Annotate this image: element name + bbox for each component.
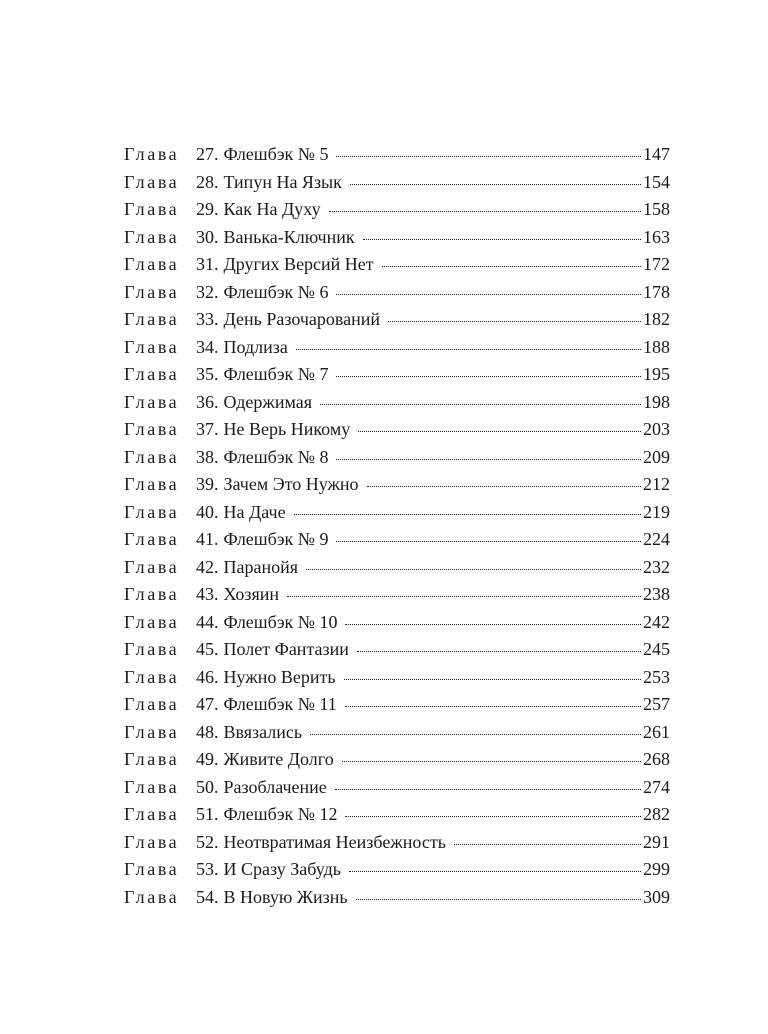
dot-leader	[349, 871, 641, 872]
chapter-title: Флешбэк № 6	[223, 281, 329, 302]
toc-entry-38[interactable]	[124, 444, 670, 472]
chapter-title: Флешбэк № 10	[223, 611, 338, 632]
chapter-word: Глава	[124, 391, 180, 412]
chapter-number-dot: .	[214, 226, 219, 247]
chapter-number-dot: .	[214, 804, 219, 824]
chapter-number: 36	[196, 391, 214, 412]
chapter-number: 30	[196, 226, 214, 247]
chapter-number: 37	[196, 419, 214, 439]
dot-leader	[350, 184, 641, 185]
chapter-title: Других Версий Нет	[223, 254, 374, 274]
chapter-word: Глава	[124, 144, 180, 164]
chapter-title: Разоблачение	[223, 776, 327, 797]
toc-entry-47[interactable]	[124, 691, 670, 719]
chapter-number: 32	[196, 281, 214, 302]
chapter-number-dot: .	[214, 694, 219, 714]
dot-leader	[336, 156, 641, 157]
chapter-word: Глава	[124, 804, 180, 824]
chapter-title: Хозяин	[223, 584, 280, 604]
dot-leader	[329, 211, 641, 212]
chapter-word: Глава	[124, 501, 180, 522]
chapter-title: На Даче	[223, 501, 286, 522]
toc-entry-53[interactable]	[124, 856, 670, 884]
chapter-word: Глава	[124, 639, 180, 659]
chapter-title: Ванька-Ключник	[223, 226, 355, 247]
toc-entry-44[interactable]	[124, 609, 670, 637]
dot-leader	[345, 706, 641, 707]
dot-leader	[382, 266, 641, 267]
toc-entry-54[interactable]	[124, 884, 670, 912]
chapter-number: 50	[196, 776, 214, 797]
chapter-title: Флешбэк № 11	[223, 694, 337, 714]
dot-leader	[358, 431, 641, 432]
toc-entry-52[interactable]	[124, 829, 670, 857]
chapter-word: Глава	[124, 666, 180, 687]
chapter-number-dot: .	[214, 886, 219, 907]
chapter-number-dot: .	[214, 336, 219, 357]
chapter-number-dot: .	[214, 144, 219, 164]
chapter-word: Глава	[124, 776, 180, 797]
chapter-number-dot: .	[214, 391, 219, 412]
chapter-word: Глава	[124, 336, 180, 357]
chapter-number: 45	[196, 639, 214, 659]
chapter-number: 53	[196, 859, 214, 879]
chapter-number-dot: .	[214, 859, 219, 879]
toc-entry-39[interactable]	[124, 471, 670, 499]
chapter-number: 49	[196, 749, 214, 769]
page-number: 238	[643, 584, 670, 604]
chapter-word: Глава	[124, 474, 180, 494]
chapter-title: Типун На Язык	[223, 171, 342, 192]
chapter-word: Глава	[124, 611, 180, 632]
chapter-number: 48	[196, 721, 214, 742]
chapter-number: 52	[196, 831, 214, 852]
chapter-number-dot: .	[214, 254, 219, 274]
toc-entry-27[interactable]	[124, 141, 670, 169]
page-number: 195	[643, 364, 670, 384]
dot-leader	[363, 239, 641, 240]
chapter-number: 35	[196, 364, 214, 384]
dot-leader	[310, 734, 641, 735]
toc-entry-49[interactable]	[124, 746, 670, 774]
page-number: 182	[643, 309, 670, 329]
chapter-word: Глава	[124, 831, 180, 852]
chapter-word: Глава	[124, 364, 180, 384]
page-number: 257	[643, 694, 670, 714]
chapter-number-dot: .	[214, 749, 219, 769]
chapter-number: 31	[196, 254, 214, 274]
toc-entry-42[interactable]	[124, 554, 670, 582]
toc-entry-36[interactable]	[124, 389, 670, 417]
chapter-number: 39	[196, 474, 214, 494]
toc-entry-51[interactable]	[124, 801, 670, 829]
chapter-number-dot: .	[214, 556, 219, 577]
dot-leader	[336, 541, 641, 542]
dot-leader	[287, 596, 641, 597]
chapter-word: Глава	[124, 254, 180, 274]
chapter-title: Одержимая	[223, 391, 313, 412]
chapter-title: В Новую Жизнь	[223, 886, 348, 907]
chapter-word: Глава	[124, 171, 180, 192]
dot-leader	[356, 899, 641, 900]
page-number: 147	[643, 144, 670, 164]
chapter-number: 51	[196, 804, 214, 824]
chapter-number: 41	[196, 529, 214, 549]
chapter-title: Неотвратимая Неизбежность	[223, 831, 446, 852]
chapter-number: 47	[196, 694, 214, 714]
page-number: 299	[643, 859, 670, 879]
toc-entry-31[interactable]	[124, 251, 670, 279]
chapter-number-dot: .	[214, 831, 219, 852]
chapter-title: Полет Фантазии	[223, 639, 349, 659]
dot-leader	[388, 321, 641, 322]
toc-entry-37[interactable]	[124, 416, 670, 444]
chapter-title: День Разочарований	[223, 309, 381, 329]
dot-leader	[454, 844, 641, 845]
page-number: 253	[643, 666, 670, 687]
toc-entry-28[interactable]	[124, 169, 670, 197]
chapter-word: Глава	[124, 281, 180, 302]
dot-leader	[306, 569, 641, 570]
chapter-title: Живите Долго	[223, 749, 334, 769]
toc-entry-29[interactable]	[124, 196, 670, 224]
chapter-title: Подлиза	[223, 336, 288, 357]
chapter-title: Флешбэк № 12	[223, 804, 338, 824]
dot-leader	[336, 294, 641, 295]
chapter-title: И Сразу Забудь	[223, 859, 341, 879]
chapter-word: Глава	[124, 446, 180, 467]
toc-entry-46[interactable]	[124, 664, 670, 692]
toc-entry-34[interactable]	[124, 334, 670, 362]
chapter-number: 46	[196, 666, 214, 687]
toc-entry-30[interactable]	[124, 224, 670, 252]
chapter-title: Ввязались	[223, 721, 303, 742]
chapter-word: Глава	[124, 721, 180, 742]
chapter-word: Глава	[124, 419, 180, 439]
page-number: 198	[643, 391, 670, 412]
chapter-word: Глава	[124, 886, 180, 907]
chapter-word: Глава	[124, 226, 180, 247]
chapter-title: Нужно Верить	[223, 666, 336, 687]
page-number: 282	[643, 804, 670, 824]
chapter-number: 43	[196, 584, 214, 604]
chapter-word: Глава	[124, 556, 180, 577]
dot-leader	[294, 514, 641, 515]
chapter-number-dot: .	[214, 171, 219, 192]
chapter-title: Как На Духу	[223, 199, 321, 219]
chapter-word: Глава	[124, 309, 180, 329]
page-number: 268	[643, 749, 670, 769]
chapter-number-dot: .	[214, 529, 219, 549]
chapter-number-dot: .	[214, 666, 219, 687]
chapter-number-dot: .	[214, 474, 219, 494]
dot-leader	[357, 651, 641, 652]
toc-entry-40[interactable]	[124, 499, 670, 527]
chapter-number: 29	[196, 199, 214, 219]
chapter-number: 40	[196, 501, 214, 522]
chapter-number: 28	[196, 171, 214, 192]
toc-entry-48[interactable]	[124, 719, 670, 747]
page-number: 224	[643, 529, 670, 549]
page-number: 209	[643, 446, 670, 467]
dot-leader	[336, 459, 641, 460]
chapter-number-dot: .	[214, 584, 219, 604]
chapter-word: Глава	[124, 859, 180, 879]
chapter-number-dot: .	[214, 776, 219, 797]
dot-leader	[296, 349, 641, 350]
chapter-word: Глава	[124, 749, 180, 769]
page-number: 163	[643, 226, 670, 247]
dot-leader	[335, 789, 641, 790]
toc-entry-32[interactable]	[124, 279, 670, 307]
chapter-title: Флешбэк № 9	[223, 529, 329, 549]
chapter-number-dot: .	[214, 639, 219, 659]
page-number: 261	[643, 721, 670, 742]
page-number: 309	[643, 886, 670, 907]
chapter-title: Паранойя	[223, 556, 299, 577]
page-number: 203	[643, 419, 670, 439]
dot-leader	[345, 816, 641, 817]
toc-entry-41[interactable]	[124, 526, 670, 554]
page-number: 245	[643, 639, 670, 659]
chapter-number-dot: .	[214, 419, 219, 439]
chapter-number-dot: .	[214, 309, 219, 329]
chapter-number: 27	[196, 144, 214, 164]
chapter-number-dot: .	[214, 446, 219, 467]
page-number: 242	[643, 611, 670, 632]
chapter-number: 38	[196, 446, 214, 467]
chapter-number: 34	[196, 336, 214, 357]
dot-leader	[344, 679, 641, 680]
toc-entry-33[interactable]	[124, 306, 670, 334]
chapter-word: Глава	[124, 584, 180, 604]
page-number: 274	[643, 776, 670, 797]
chapter-number-dot: .	[214, 281, 219, 302]
chapter-title: Флешбэк № 5	[223, 144, 329, 164]
page-number: 188	[643, 336, 670, 357]
page-number: 212	[643, 474, 670, 494]
page-number: 158	[643, 199, 670, 219]
dot-leader	[336, 376, 641, 377]
chapter-number-dot: .	[214, 199, 219, 219]
page-number: 172	[643, 254, 670, 274]
toc-entry-35[interactable]	[124, 361, 670, 389]
dot-leader	[342, 761, 641, 762]
dot-leader	[367, 486, 641, 487]
chapter-number: 54	[196, 886, 214, 907]
dot-leader	[320, 404, 641, 405]
chapter-number-dot: .	[214, 721, 219, 742]
chapter-title: Зачем Это Нужно	[223, 474, 359, 494]
chapter-number-dot: .	[214, 611, 219, 632]
chapter-number-dot: .	[214, 364, 219, 384]
chapter-title: Не Верь Никому	[223, 419, 351, 439]
dot-leader	[345, 624, 641, 625]
page-number: 291	[643, 831, 670, 852]
chapter-word: Глава	[124, 529, 180, 549]
page-number: 154	[643, 171, 670, 192]
chapter-title: Флешбэк № 8	[223, 446, 329, 467]
page-number: 232	[643, 556, 670, 577]
toc-entry-50[interactable]	[124, 774, 670, 802]
page-number: 178	[643, 281, 670, 302]
chapter-number: 44	[196, 611, 214, 632]
page-number: 219	[643, 501, 670, 522]
chapter-number-dot: .	[214, 501, 219, 522]
chapter-word: Глава	[124, 199, 180, 219]
chapter-number: 33	[196, 309, 214, 329]
chapter-word: Глава	[124, 694, 180, 714]
toc-entry-43[interactable]	[124, 581, 670, 609]
chapter-number: 42	[196, 556, 214, 577]
table-of-contents	[124, 141, 670, 911]
toc-entry-45[interactable]	[124, 636, 670, 664]
chapter-title: Флешбэк № 7	[223, 364, 329, 384]
